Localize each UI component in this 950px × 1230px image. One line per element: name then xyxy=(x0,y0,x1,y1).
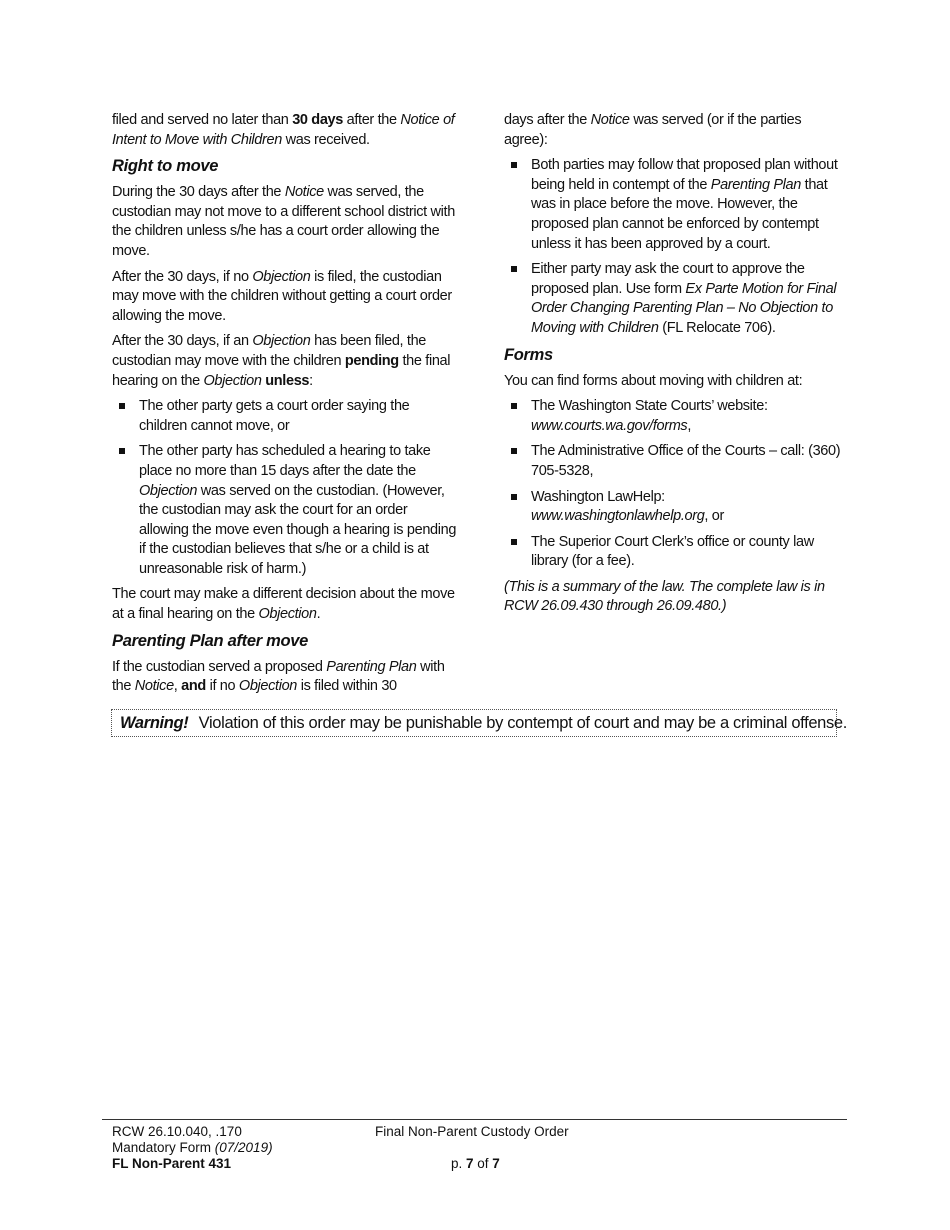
list-item: Either party may ask the court to approve the proposed plan. Use form Ex Parte Motion for Final Order Changing Parenting Plan – No Objection to Moving with Children (FL Relocate 706). xyxy=(504,260,842,338)
right-to-move-paragraph-3: After the 30 days, if an Objection has been filed, the custodian may move with the children pending the final hearing on the Objection unless: xyxy=(112,333,451,389)
lawhelp-website-link[interactable]: www.washingtonlawhelp.org xyxy=(531,508,705,525)
warning-label: Warning! xyxy=(120,714,189,732)
square-bullet-icon xyxy=(119,448,125,454)
right-to-move-paragraph-4: The court may make a different decision about the move at a final hearing on the Objection. xyxy=(112,586,455,623)
right-column xyxy=(504,111,842,623)
law-summary-note: (This is a summary of the law. The complete law is in RCW 26.09.430 through 26.09.480.) xyxy=(504,578,825,615)
list-item: Washington LawHelp: www.washingtonlawhelp.org, or xyxy=(504,488,842,527)
list-item: Both parties may follow that proposed plan without being held in contempt of the Parenting Plan that was in place before the move. However, the proposed plan cannot be enforced by contempt unless it has been approved by a court. xyxy=(504,156,842,254)
forms-intro: You can find forms about moving with children at: xyxy=(504,372,803,389)
warning-box xyxy=(111,709,847,737)
square-bullet-icon xyxy=(511,448,517,454)
square-bullet-icon xyxy=(511,539,517,545)
courts-website-link[interactable]: www.courts.wa.gov/forms xyxy=(531,417,688,434)
square-bullet-icon xyxy=(511,403,517,409)
list-item: The other party gets a court order saying the children cannot move, or xyxy=(112,397,457,436)
footer-mandatory-form: Mandatory Form (07/2019) xyxy=(112,1140,273,1155)
list-item: The Administrative Office of the Courts – call: (360) 705-5328, xyxy=(504,442,842,481)
footer-page-number: p. 7 of 7 xyxy=(451,1156,500,1171)
list-item: The other party has scheduled a hearing to take place no more than 15 days after the date the Objection was served on the custodian. (However, the custodian may ask the court for an order allowing the move even though a hearing is pending if the custodian believes that s/he or a child is at unreasonable risk of harm.) xyxy=(112,442,457,579)
continuation-paragraph: days after the Notice was served (or if the parties agree): xyxy=(504,112,802,148)
parenting-plan-heading: Parenting Plan after move xyxy=(112,631,309,650)
right-to-move-heading: Right to move xyxy=(112,157,219,176)
list-item: The Washington State Courts’ website: www.courts.wa.gov/forms, xyxy=(504,397,842,436)
forms-heading: Forms xyxy=(504,345,553,364)
list-item: The Superior Court Clerk’s office or county law library (for a fee). xyxy=(504,533,842,572)
right-to-move-paragraph-2: After the 30 days, if no Objection is filed, the custodian may move with the children without getting a court order allowing the move. xyxy=(112,268,452,324)
left-column xyxy=(112,111,457,703)
continuation-paragraph: filed and served no later than 30 days after the Notice of Intent to Move with Children was received. xyxy=(112,112,455,148)
footer-form-id: FL Non-Parent 431 xyxy=(112,1156,232,1171)
parenting-plan-list xyxy=(504,156,842,338)
parenting-plan-paragraph: If the custodian served a proposed Parenting Plan with the Notice, and if no Objection is filed within 30 xyxy=(112,658,445,695)
unless-list xyxy=(112,397,457,579)
warning-text: Violation of this order may be punishable by contempt of court and may be a criminal offense. xyxy=(198,714,847,732)
square-bullet-icon xyxy=(511,494,517,500)
square-bullet-icon xyxy=(119,403,125,409)
right-to-move-paragraph-1: During the 30 days after the Notice was served, the custodian may not move to a different school district with the children unless s/he has a court order allowing the move. xyxy=(112,184,455,259)
footer-divider xyxy=(102,1119,847,1120)
footer-statute: RCW 26.10.040, .170 xyxy=(112,1124,242,1139)
footer-document-title: Final Non-Parent Custody Order xyxy=(375,1124,569,1139)
square-bullet-icon xyxy=(511,266,517,272)
square-bullet-icon xyxy=(511,162,517,168)
forms-list xyxy=(504,397,842,572)
